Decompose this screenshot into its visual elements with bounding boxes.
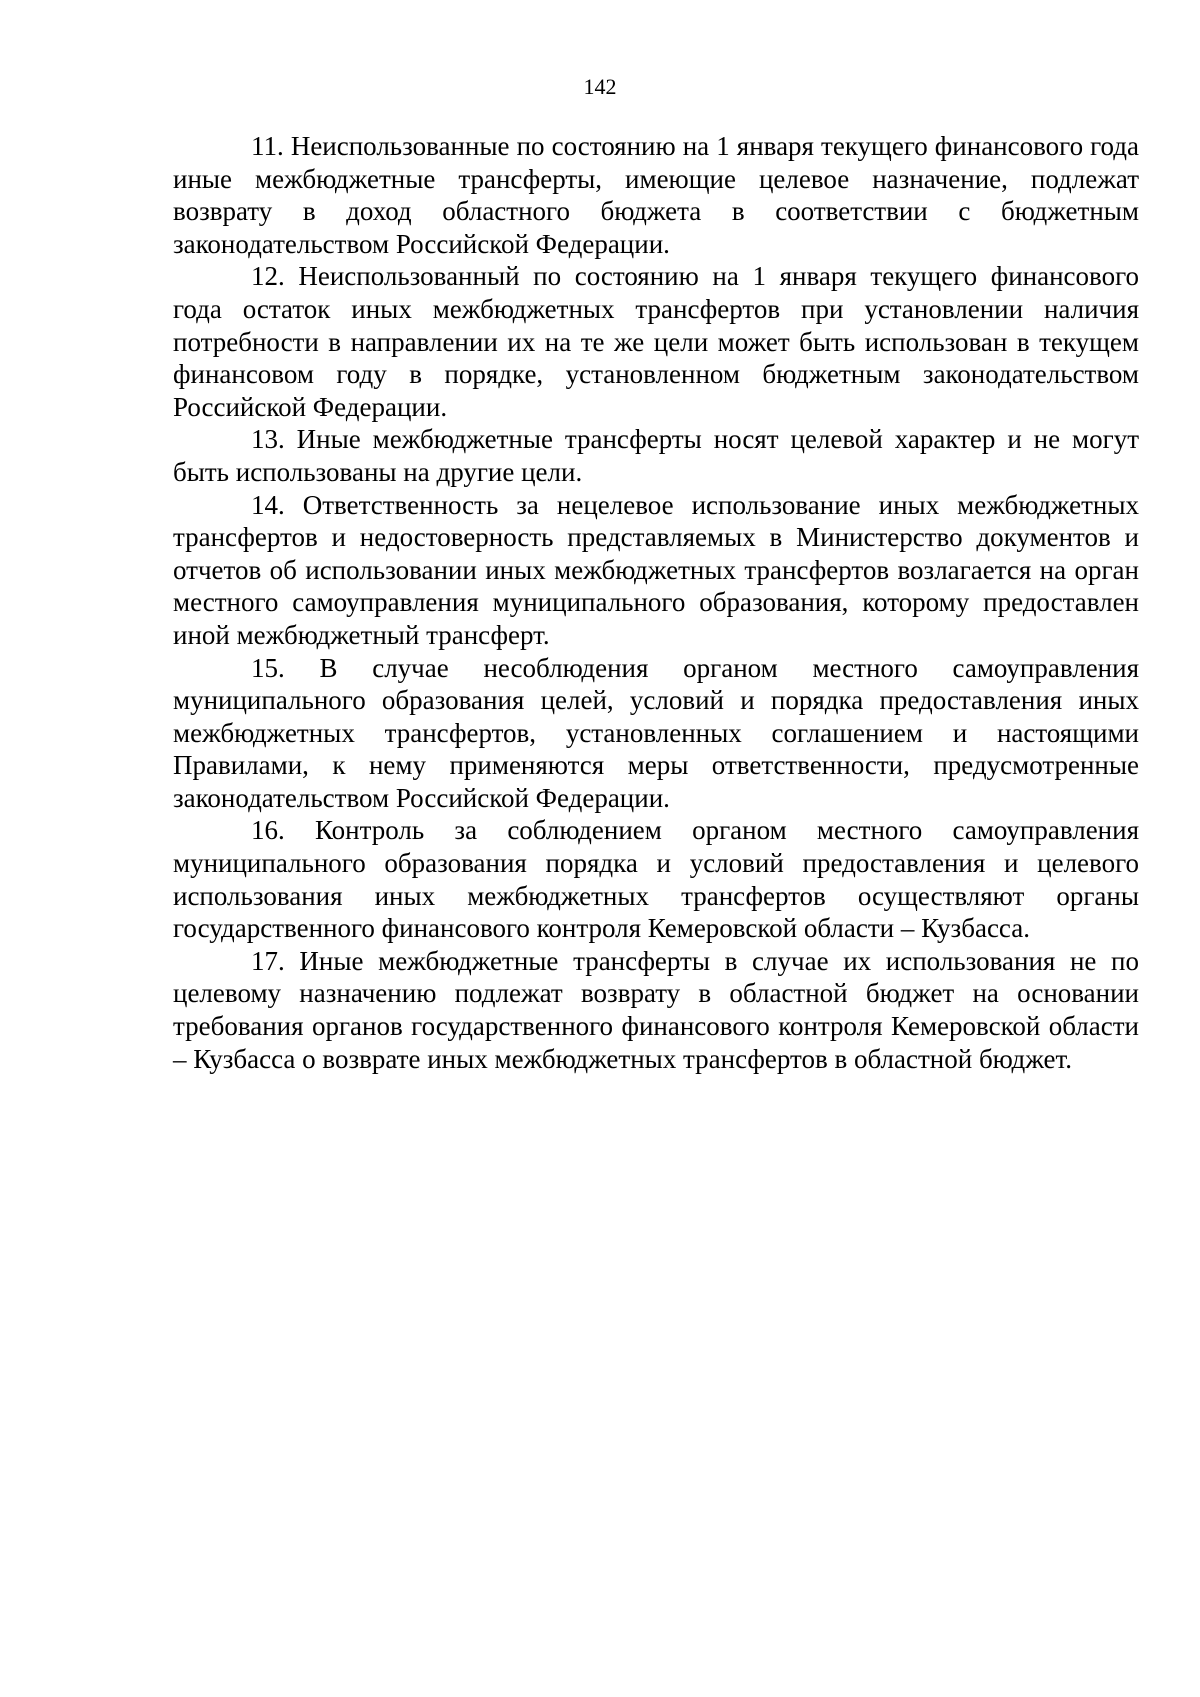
paragraph-12: 12. Неиспользованный по состоянию на 1 января текущего финансового года остаток иных межбюджетных трансфертов при установлении наличия потребности в направлении их на те же цели может быть использован в текущем финансовом году в порядке, установленном бюджетным законодательством Российской Федерации. [173, 261, 1139, 422]
paragraph-17: 17. Иные межбюджетные трансферты в случае их использования не по целевому назначению подлежат возврату в областной бюджет на основании требования органов государственного финансового контроля Кемеровской области – Кузбасса о возврате иных межбюджетных трансфертов в областной бюджет. [173, 945, 1139, 1074]
page-number: 142 [583, 74, 617, 99]
paragraph-15: 15. В случае несоблюдения органом местного самоуправления муниципального образования целей, условий и порядка предоставления иных межбюджетных трансфертов, установленных соглашением и настоящими Правилами, к нему применяются меры ответственности, предусмотренные законодательством Российской Федерации. [173, 652, 1139, 813]
paragraph-16: 16. Контроль за соблюдением органом местного самоуправления муниципального образования порядка и условий предоставления и целевого использования иных межбюджетных трансфертов осуществляют органы государственного финансового контроля Кемеровской области – Кузбасса. [173, 815, 1139, 944]
paragraph-14: 14. Ответственность за нецелевое использование иных межбюджетных трансфертов и недостоверность представляемых в Министерство документов и отчетов об использовании иных межбюджетных трансфертов возлагается на орган местного самоуправления муниципального образования, которому предоставлен иной межбюджетный трансферт. [173, 489, 1139, 650]
paragraph-11: 11. Неиспользованные по состоянию на 1 января текущего финансового года иные межбюджетные трансферты, имеющие целевое назначение, подлежат возврату в доход областного бюджета в соответствии с бюджетным законодательством Российской Федерации. [173, 131, 1139, 259]
paragraph-13: 13. Иные межбюджетные трансферты носят целевой характер и не могут быть использованы на другие цели. [173, 424, 1139, 487]
document-body [173, 130, 1139, 1075]
